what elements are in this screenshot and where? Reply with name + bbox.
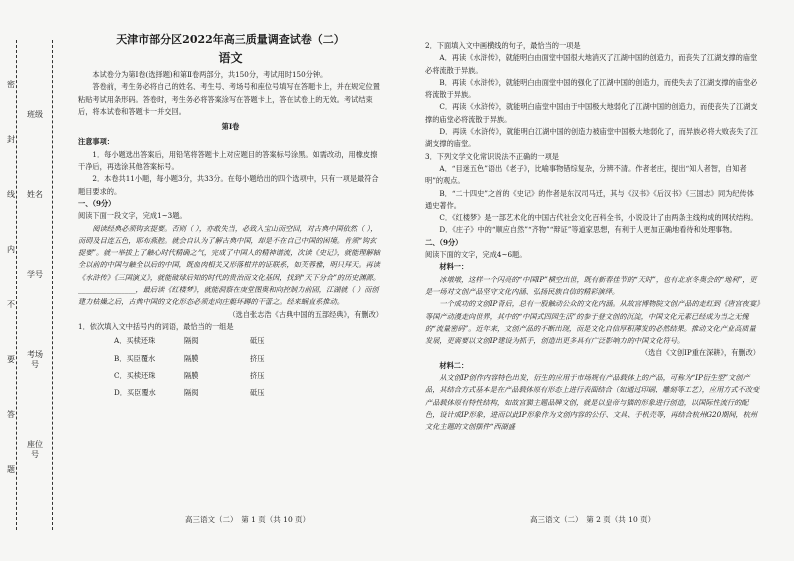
binding-margin: [6, 40, 58, 530]
part-one-heading: 第Ⅰ卷: [221, 122, 240, 132]
margin-label-class: 班级: [27, 110, 43, 119]
section-one-heading: 一、（9分）: [78, 198, 116, 208]
material-two-heading: 材料二：: [439, 360, 469, 370]
margin-label-student-no: 学号: [27, 270, 43, 279]
section-one-instruction: 阅读下面一段文字，完成1~3题。: [78, 211, 187, 221]
question-3-option-d: D．《庄子》中的“顺应自然”“齐物”“辩证”等道家思想，有利于人更加正确地看待和处理事物。: [439, 225, 737, 235]
page-footer-1: 高三语文（二） 第 1 页（共 10 页）: [185, 515, 311, 524]
question-3-option-b: B．“二十四史”之首的《史记》的作者是东汉司马迁，其与《汉书》《后汉书》《三国志》同为纪传体通史著作。: [425, 188, 754, 210]
right-column: [425, 40, 760, 434]
margin-seal-note: 答: [7, 410, 15, 419]
dashed-line-right: [52, 40, 53, 530]
material-one-paragraph-1: 冰墩墩，这样一个闪亮的“中国IP”横空出世，既有新春佳节的“天时”，也有北京冬奥会的“地利”，更是一场对文创产品坚守文化内涵、弘扬民族自信的精彩演绎。: [425, 274, 757, 296]
margin-label-name: 姓名: [27, 190, 43, 199]
margin-label-seat: 座位号: [27, 440, 43, 459]
question-2-option-b: B．再读《水浒传》，就能明白由面堂中国的强化了江湖中国的创造力，而使失去了江湖支撑的庙堂必将流散于异族。: [425, 77, 758, 100]
material-one-paragraph-2: 一个成功的文创IP背后，总有一股触动公众的文化内涵。从故宫博物院文创产品的走红到《唐宫夜宴》等国产动漫走向世界，其中的“中国式四园生活”的参于登文创的沉淀，中国文化元素已经成为当之无愧的“流量密码”。近年来，文创产品的不断出现，而是文化自信厚积薄发的必然结果。推动文化产业高质量发展，更需要以文创IP建设为抓手，创造出更多具有广泛影响力的中国文化符号。: [425, 299, 760, 346]
margin-seal-note: 密: [7, 80, 15, 89]
notice-item-2: 2．本卷共11小题，每小题3分，共33分。在每小题给出的四个选项中，只有一项是最符合题目要求的。: [78, 174, 379, 196]
option-c-2: 隔膜: [184, 370, 199, 380]
section-two-heading: 二、（9分）: [425, 237, 463, 247]
material-one-source: （选自《文创IP重在深耕》，有删改）: [640, 348, 760, 358]
exam-subject: 语文: [218, 51, 243, 65]
margin-seal-note: 内: [7, 245, 15, 254]
question-2: 2．下面填入文中画横线的句子，最恰当的一项是: [425, 41, 581, 50]
option-b-1: B．买臣覆水: [114, 353, 156, 363]
question-2-option-a: A．再读《水浒传》，就能明白由面堂中国很大地消灭了江湖中国的创造力，而丧失了江湖支撑的庙堂必将流散于异族。: [425, 53, 758, 75]
question-2-option-c: C．再读《水浒传》，就能明白庙堂中国由于中国极大地弱化了江湖中国的创造力，而使丧失了江湖支撑的庙堂必将流散于异族。: [425, 102, 758, 124]
question-1: 1．依次填入文中括号内的词语，最恰当的一组是: [78, 321, 234, 331]
option-a-1: A．买椟还珠: [114, 336, 156, 346]
margin-seal-note: 不: [7, 300, 15, 309]
option-a-2: 隔阂: [184, 336, 199, 346]
question-2-option-d: D．再读《水浒传》，就能明白江湖中国的创造力被庙堂中国极大地弱化了，而异族必将大败丧失了江湖支撑的庙堂。: [425, 127, 758, 149]
question-1-options: [78, 335, 383, 399]
intro-paragraph-1: 本试卷分为第Ⅰ卷(选择题)和第Ⅱ卷两部分，共150分，考试用时150分钟。: [92, 70, 328, 79]
intro-paragraph-2: 答卷前，考生务必将自己的姓名、考生号、考场号和座位号填写在答题卡上，并在规定位置粘贴考试用条形码。答卷时，考生务必将答案涂写在答题卡上，答在试卷上的无效。考试结束后，将本试卷和答题卡一并交回。: [78, 82, 380, 116]
option-c-1: C．买椟还珠: [114, 370, 156, 380]
material-two-paragraph-1: 从文创IP创作内容特色出发，衍生的应用于市场规有产品载体上的产品，可称为“IP衍生型”文创产品，其结合方式基本是在产品载体原有形态上进行表面结合（如通过印刷、雕刻等工艺），应用方式不改变产品载体原有特性结构，如故宫猫主题品牌文创，就是以皇帝与猫的形象进行创造，以国际性流行的配色，设计成IP形象，进而以此IP形象作为文创内容的公仔、文具、手机壳等，再结合杭州G20期间，杭州文化主题的文创摆件“西湖盛: [425, 373, 760, 432]
question-3-option-c: C．《红楼梦》是一部艺术化的中国古代社会文化百科全书，小说设计了由两条主线构成的网状结构。: [439, 213, 758, 223]
section-two-instruction: 阅读下面的文字，完成4~6题。: [425, 250, 527, 260]
option-d-3: 砥压: [250, 388, 265, 398]
option-b-2: 隔膜: [184, 353, 199, 363]
question-3-option-a: A．“目迷五色”语出《老子》，比喻事物错综复杂，分辨不清。作者老庄，提出“知人者智，自知者明”的观点。: [425, 163, 747, 186]
margin-seal-note: 线: [7, 190, 15, 199]
margin-seal-note: 题: [7, 465, 15, 474]
reading-passage: 阅读经典必须钩玄提要。否则（ ），亦敢失当，必致入宝山而空回，对古典中国依然（ ），而碍及目连五色，耶布燕腔。就会自认为了解古典中国，却是不在自己中国的困境。肯须“钩玄提要”。就一举拔上了触心时代精确之气，完成了中国人的精神谱流，次读《史记》，就能理解轴全以前的中国与触全以后的中国，既血肉相关又形落柑并的证联系，如芙蓉雅，明只拜天。再读《水浒传》《三国演义》，就能破球后知的时代的贵治而文化基因，找到“天下分合”的历史渊源。________________，最后读《红楼梦》，就能洞察在庚堂图奥和向控制力前固，江湖就（ ）而创建力枯燥之后，古典中国的文化形态必须走向庄艇坏蹲的干蕾之。经来蜗直系推动。: [78, 223, 381, 307]
question-3: 3．下列文学文化常识说法不正确的一项是: [425, 151, 559, 161]
option-d-1: D．买臣覆水: [114, 388, 156, 398]
margin-label-room: 考场号: [27, 350, 43, 369]
option-c-3: 挤压: [250, 370, 265, 380]
option-d-2: 隔阂: [184, 388, 199, 398]
margin-seal-note: 封: [7, 135, 15, 144]
margin-seal-note: 要: [7, 355, 15, 364]
exam-title: 天津市部分区2022年高三质量调查试卷（二）: [116, 33, 345, 46]
notice-title: 注意事项：: [78, 137, 114, 147]
option-b-3: 挤压: [250, 353, 265, 363]
material-one-heading: 材料一：: [439, 262, 469, 272]
dashed-line-left: [16, 40, 17, 530]
left-column: [78, 32, 383, 399]
passage-source: （选自张志浩《古典中国的五部经典》，有删改）: [228, 309, 383, 319]
page-footer-2: 高三语文（二） 第 2 页（共 10 页）: [530, 515, 656, 524]
notice-item-1: 1．每小题选出答案后，用铅笔将答题卡上对应题目的答案标号涂黑。如需改动，用橡皮擦干净后，再选涂其他答案标号。: [78, 149, 378, 172]
option-a-3: 砥压: [250, 336, 265, 346]
